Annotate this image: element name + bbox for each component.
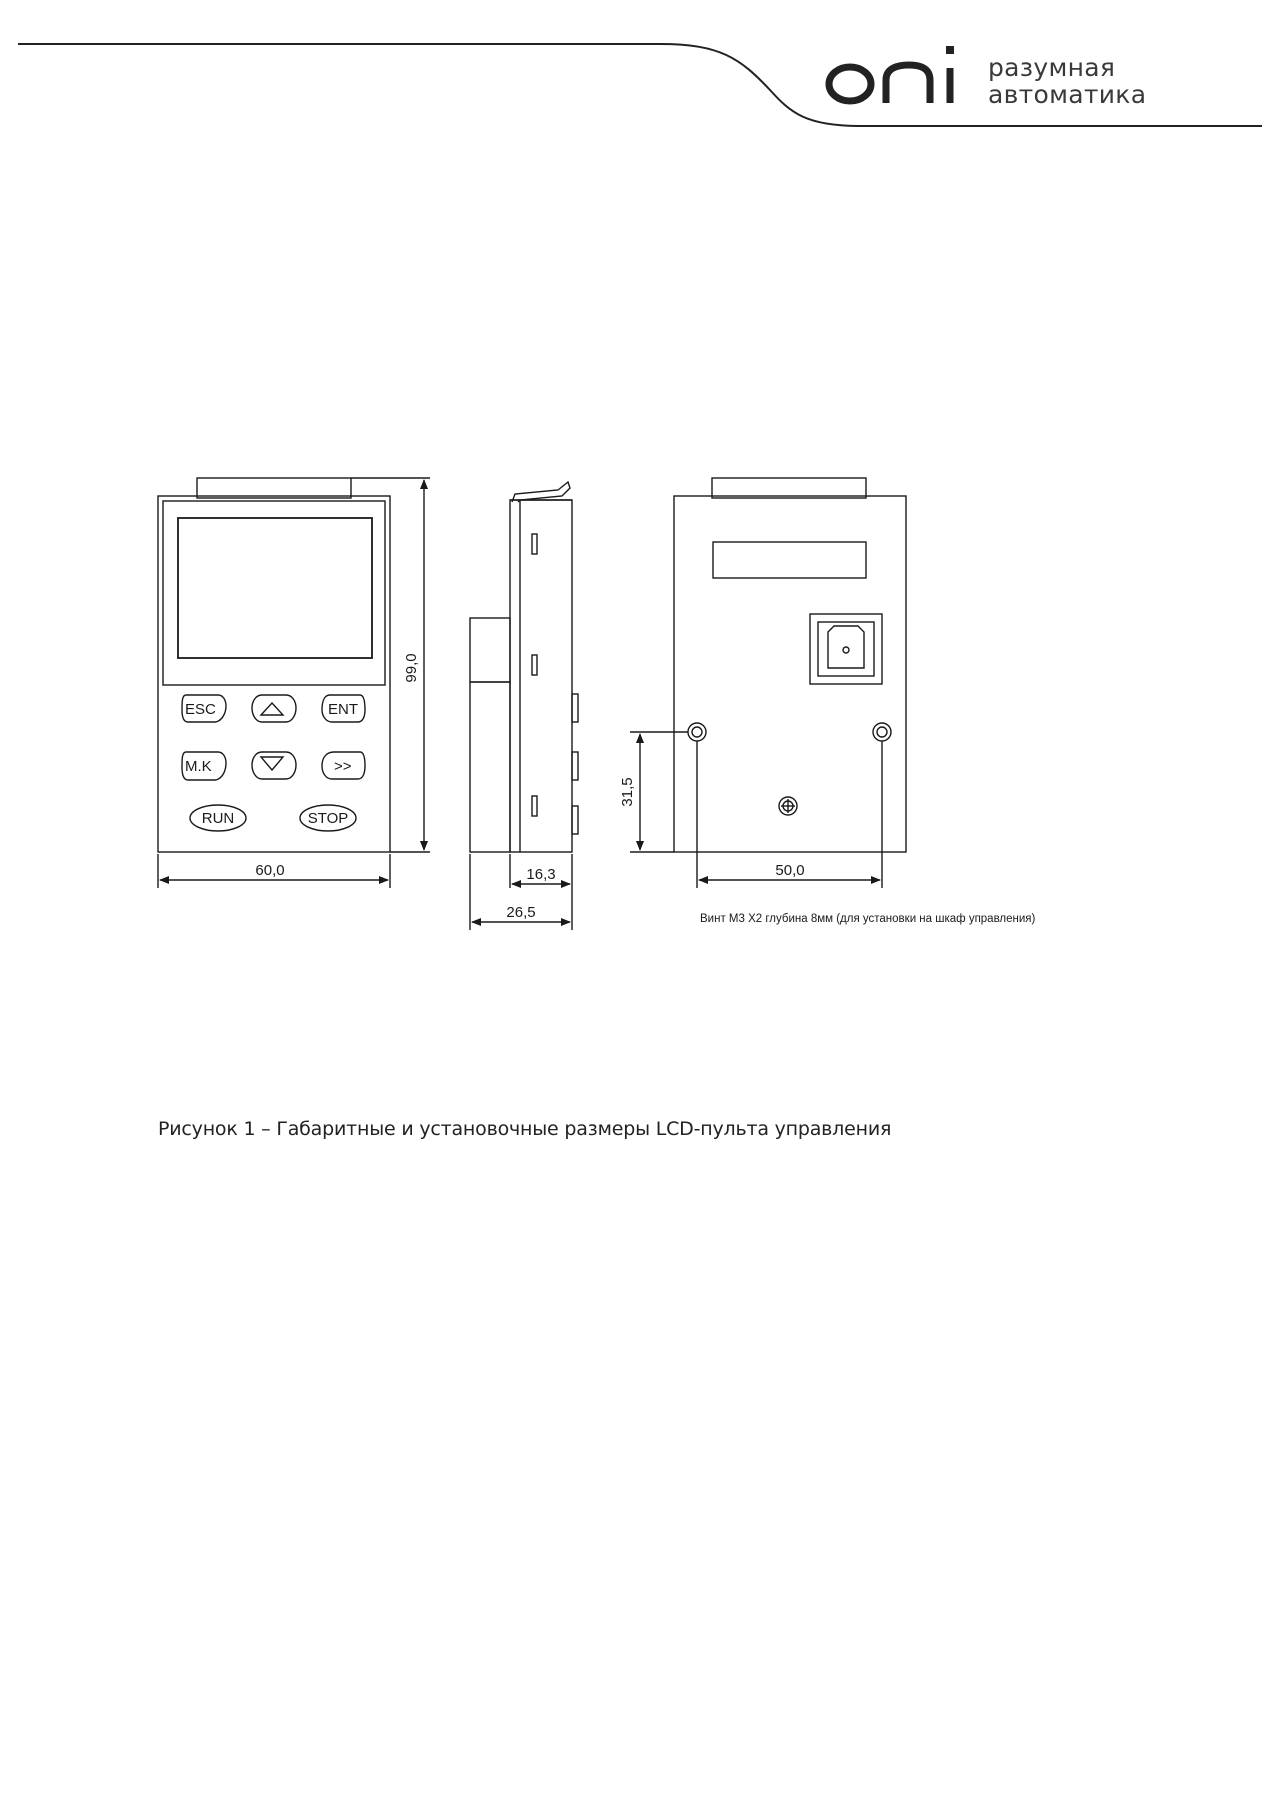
ent-label: ENT — [328, 701, 358, 718]
esc-label: ESC — [185, 701, 216, 718]
side-top-latch — [512, 482, 570, 502]
dim-side-total: 26,5 — [506, 904, 536, 921]
dim-hole-spacing: 50,0 — [775, 862, 805, 879]
front-top-connector — [197, 478, 351, 498]
rear-top-connector — [712, 478, 866, 498]
stop-label: STOP — [307, 810, 349, 827]
front-panel-outline — [158, 496, 390, 852]
up-arrow-icon — [261, 703, 283, 715]
rear-view — [674, 478, 906, 852]
mount-hole-left — [688, 723, 706, 741]
rear-panel-outline — [674, 496, 906, 852]
side-rear-plug — [470, 618, 510, 682]
dimension-labels — [255, 653, 804, 921]
rear-dimensions — [630, 732, 882, 888]
down-button — [252, 752, 296, 779]
lcd-screen — [178, 518, 372, 658]
side-view — [470, 482, 578, 852]
dim-hole-height: 31,5 — [619, 777, 636, 807]
front-dimensions — [158, 478, 430, 888]
dim-front-height: 99,0 — [403, 653, 420, 683]
mount-hole-right — [873, 723, 891, 741]
dim-side-body: 16,3 — [526, 866, 556, 883]
dim-front-width: 60,0 — [255, 862, 285, 879]
front-view — [158, 478, 390, 852]
run-label: RUN — [201, 810, 235, 827]
screw-note: Винт М3 Х2 глубина 8мм (для установки на шкаф управления) — [700, 913, 1036, 925]
rear-port-frame — [810, 614, 882, 684]
side-rear-mount — [470, 682, 510, 852]
up-button — [252, 695, 296, 722]
figure-caption: Рисунок 1 – Габаритные и установочные размеры LCD-пульта управления — [158, 1118, 892, 1140]
tagline-line2: автоматика — [988, 80, 1147, 109]
mk-label: M.K — [185, 758, 212, 775]
down-arrow-icon — [261, 757, 283, 770]
rear-label-slot — [713, 542, 866, 578]
key-labels — [185, 701, 358, 827]
shift-label: >> — [334, 758, 352, 775]
tagline-line1: разумная — [988, 53, 1116, 82]
